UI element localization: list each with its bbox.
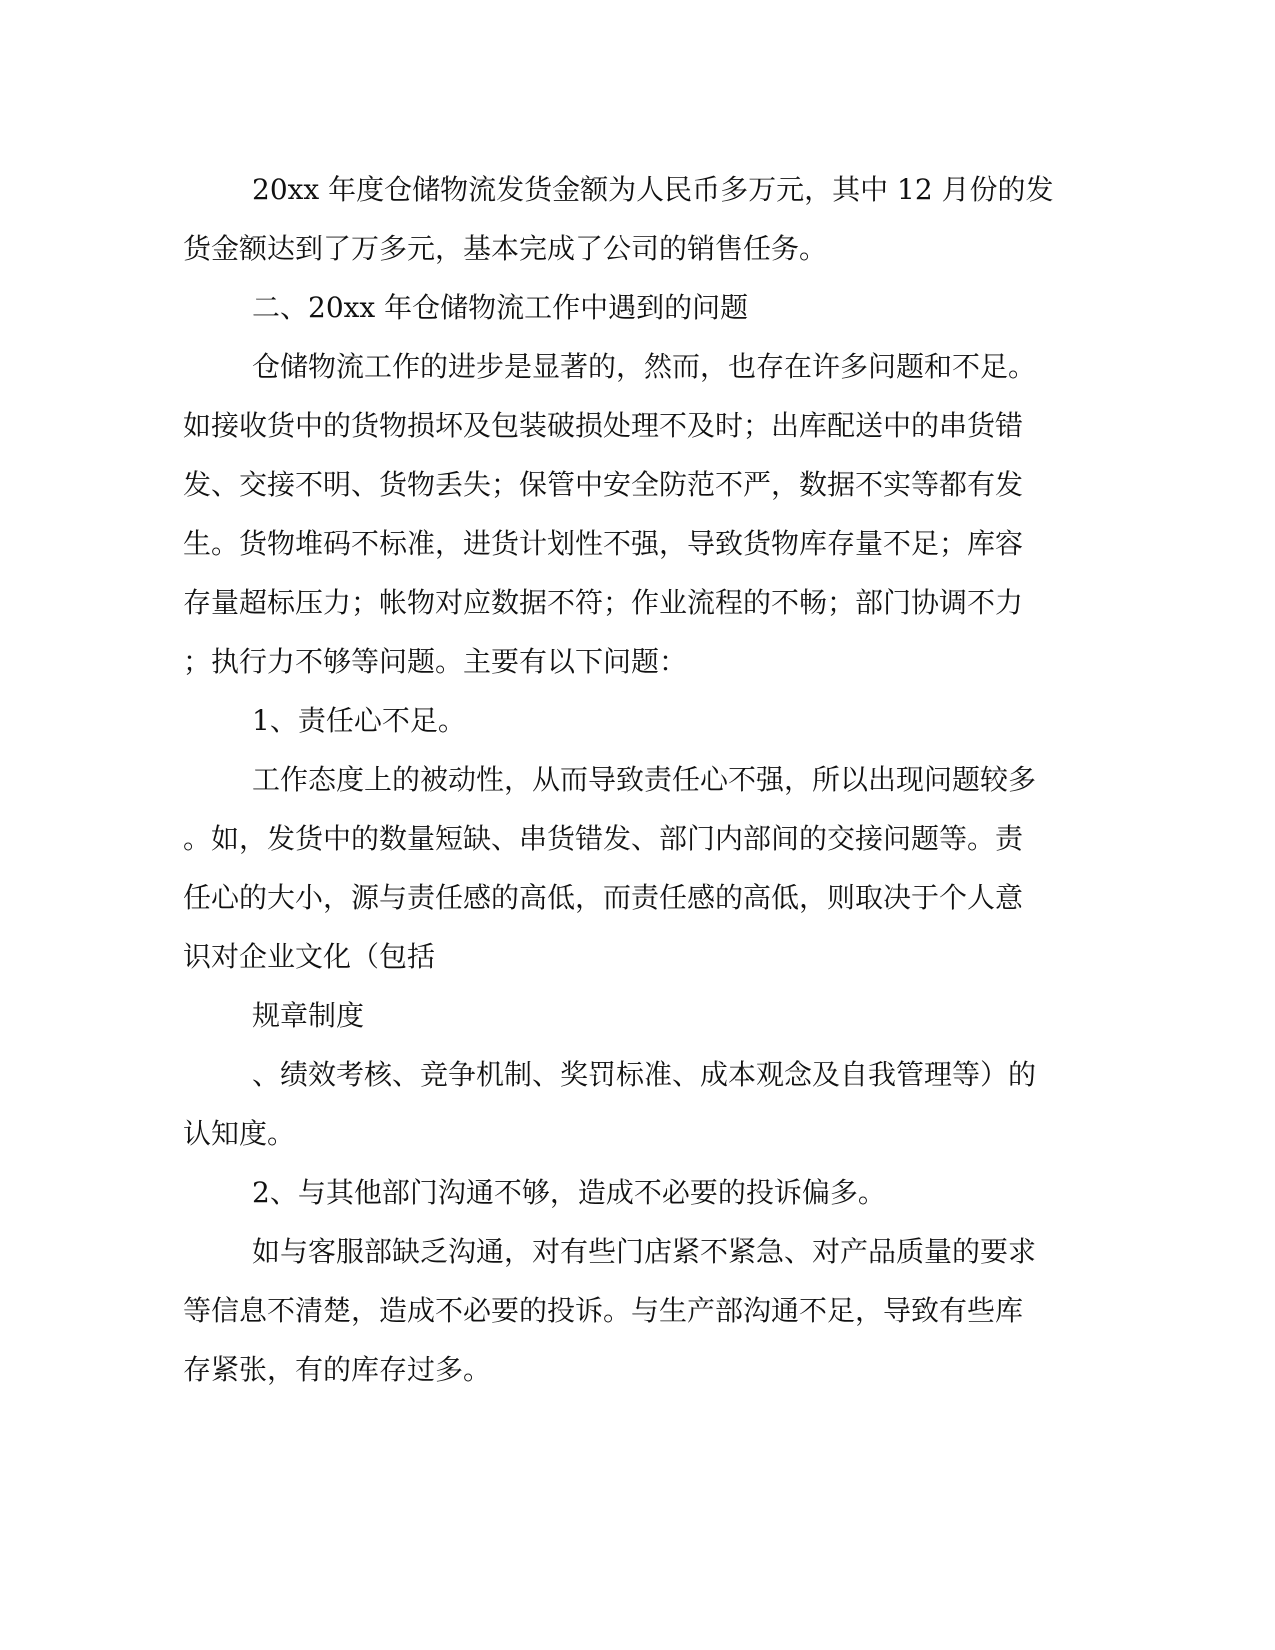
section-heading-problems: 二、20xx 年仓储物流工作中遇到的问题 xyxy=(252,291,749,324)
paragraph-rules-line: 规章制度 xyxy=(252,999,365,1032)
paragraph-responsibility-line-4: 识对企业文化（包括 xyxy=(183,940,436,973)
paragraph-communication-line-3: 存紧张，有的库存过多。 xyxy=(183,1353,492,1386)
paragraph-responsibility-line-3: 任心的大小，源与责任感的高低，而责任感的高低，则取决于个人意 xyxy=(183,881,1024,914)
paragraph-shipment-amount-line-1: 20xx 年度仓储物流发货金额为人民币多万元，其中 12 月份的发 xyxy=(252,173,1054,206)
item-heading-communication: 2、与其他部门沟通不够，造成不必要的投诉偏多。 xyxy=(252,1176,886,1209)
paragraph-problems-line-3: 发、交接不明、货物丢失；保管中安全防范不严，数据不实等都有发 xyxy=(183,468,1024,501)
paragraph-responsibility-line-1: 工作态度上的被动性，从而导致责任心不强，所以出现问题较多 xyxy=(252,763,1037,796)
paragraph-responsibility-line-2: 。如，发货中的数量短缺、串货错发、部门内部间的交接问题等。责 xyxy=(183,822,1024,855)
paragraph-performance-line-1: 、绩效考核、竞争机制、奖罚标准、成本观念及自我管理等）的 xyxy=(252,1058,1037,1091)
paragraph-problems-line-1: 仓储物流工作的进步是显著的，然而，也存在许多问题和不足。 xyxy=(252,350,1037,383)
paragraph-shipment-amount-line-2: 货金额达到了万多元，基本完成了公司的销售任务。 xyxy=(183,232,828,265)
item-heading-responsibility: 1、责任心不足。 xyxy=(252,704,466,737)
paragraph-problems-line-5: 存量超标压力；帐物对应数据不符；作业流程的不畅；部门协调不力 xyxy=(183,586,1024,619)
paragraph-communication-line-1: 如与客服部缺乏沟通，对有些门店紧不紧急、对产品质量的要求 xyxy=(252,1235,1037,1268)
paragraph-problems-line-6: ；执行力不够等问题。主要有以下问题： xyxy=(183,645,688,678)
paragraph-performance-line-2: 认知度。 xyxy=(183,1117,296,1150)
paragraph-communication-line-2: 等信息不清楚，造成不必要的投诉。与生产部沟通不足，导致有些库 xyxy=(183,1294,1024,1327)
paragraph-problems-line-4: 生。货物堆码不标准，进货计划性不强，导致货物库存量不足；库容 xyxy=(183,527,1024,560)
paragraph-problems-line-2: 如接收货中的货物损坏及包装破损处理不及时；出库配送中的串货错 xyxy=(183,409,1024,442)
